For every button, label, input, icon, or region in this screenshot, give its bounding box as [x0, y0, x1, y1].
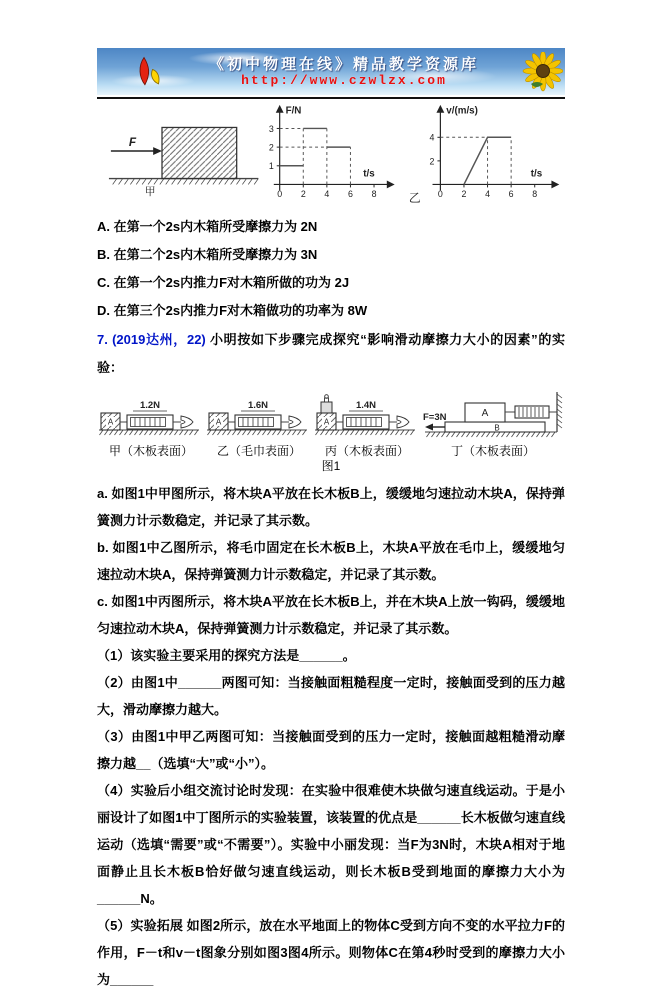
option-a: A. 在第一个2s内木箱所受摩擦力为 2N [97, 219, 318, 234]
svg-text:A: A [215, 417, 222, 427]
block-a [209, 413, 228, 430]
caption-yi: 乙（毛巾表面） [216, 444, 301, 458]
svg-text:t/s: t/s [363, 168, 375, 180]
setup-yi-towel-surface [205, 386, 313, 444]
svg-text:A: A [107, 417, 114, 427]
hatched-block [162, 127, 237, 178]
block-a [101, 413, 120, 430]
setup-bing-with-weight [313, 386, 421, 444]
svg-text:B: B [494, 423, 500, 433]
caption-ding: 丁（木板表面） [450, 444, 535, 458]
choice-options [97, 213, 565, 325]
svg-text:4: 4 [429, 132, 435, 143]
svg-text:4: 4 [484, 189, 490, 200]
dashed-guides [280, 128, 351, 184]
svg-text:t/s: t/s [530, 168, 543, 180]
axes [429, 105, 559, 199]
site-banner [97, 48, 565, 95]
ground [109, 179, 258, 185]
force-arrow [423, 412, 447, 431]
force-time-graph [262, 101, 400, 207]
question-2: （2）由图1中______两图可知：当接触面粗糙程度一定时，接触面受到的压力越大，滑动摩擦力越大。 [97, 675, 565, 717]
hand-icon [181, 416, 193, 428]
force-arrow [111, 136, 162, 155]
svg-text:A: A [323, 417, 330, 427]
question-1: （1）该实验主要采用的探究方法是______。 [97, 648, 356, 663]
svg-text:2: 2 [461, 189, 467, 200]
step-c: c. 如图1中丙图所示，将木块A平放在长木板B上，并在木块A上放一钩码，缓缓地匀速拉动木块A，保持弹簧测力计示数稳定，并记录了其示数。 [97, 594, 565, 636]
svg-text:F=3N: F=3N [423, 412, 447, 423]
option-c: C. 在第一个2s内推力F对木箱所做的功为 2J [97, 275, 350, 290]
svg-text:甲: 甲 [144, 186, 156, 199]
question-3: （3）由图1中甲乙两图可知：当接触面受到的压力一定时，接触面越粗糙滑动摩擦力越__（选填“大”或“小”）。 [97, 729, 565, 771]
scale-reading [133, 400, 167, 411]
ground [425, 432, 557, 437]
wall [557, 392, 562, 432]
block-a [465, 403, 505, 422]
svg-text:F: F [128, 136, 137, 150]
setup-jia-wood-surface [97, 386, 205, 444]
ground [99, 430, 199, 435]
ground [315, 430, 415, 435]
site-logo-icon [133, 53, 167, 91]
svg-text:乙: 乙 [408, 192, 421, 206]
banner-url: http://www.czwlzx.com [241, 72, 447, 88]
svg-text:2: 2 [301, 189, 306, 200]
question7-line [97, 326, 565, 382]
ground [207, 430, 307, 435]
spring-scale [235, 415, 289, 429]
question7-stem: 小明按如下步骤完成探究“影响滑动摩擦力大小的因素”的实验： [97, 332, 565, 375]
svg-text:1: 1 [269, 161, 275, 172]
figure1-setup-captions [97, 444, 565, 459]
hook-weight [321, 395, 332, 413]
block-a [317, 413, 336, 430]
question-5: （5）实验拓展 如图2所示，放在水平地面上的物体C受到方向不变的水平拉力F的作用，F－t和v－t图象分别如图3图4所示。则物体C在第4秒时受到的摩擦力大小为______ [97, 918, 565, 987]
scale-reading [241, 400, 275, 411]
block-on-ground-diagram [105, 101, 262, 205]
question7-citation: 7. (2019达州，22) [97, 332, 206, 347]
svg-text:1.6N: 1.6N [247, 400, 269, 411]
svg-text:A: A [481, 408, 489, 419]
velocity-time-graph [405, 101, 565, 207]
spring-scale [505, 406, 557, 418]
scale-reading [349, 400, 383, 411]
hand-icon [397, 416, 409, 428]
svg-text:v/(m/s): v/(m/s) [446, 105, 478, 117]
svg-text:2: 2 [429, 156, 435, 167]
sunflower-icon [521, 52, 563, 92]
question-4: （4）实验后小组交流讨论时发现：在实验中很难使木块做匀速直线运动。于是小丽设计了如图1中丁图所示的实验装置，该装置的优点是______长木板做匀速直线运动（选填“需要”或“不需要”）。实验中小丽发现：当F为3N时，木块A相对于地面静止且长木板B恰好做匀速直线运动，则长木板B受到地面的摩擦力大小为______N。 [97, 783, 565, 906]
svg-text:8: 8 [371, 189, 377, 200]
option-d: D. 在第三个2s内推力F对木箱做功的功率为 8W [97, 303, 368, 318]
svg-text:3: 3 [269, 123, 275, 134]
svg-text:4: 4 [324, 189, 330, 200]
svg-text:8: 8 [532, 189, 537, 200]
svg-text:6: 6 [348, 189, 354, 200]
svg-text:1.2N: 1.2N [139, 400, 161, 411]
caption-bing: 丙（木板表面） [324, 444, 409, 458]
svg-text:2: 2 [269, 142, 275, 153]
step-b: b. 如图1中乙图所示，将毛巾固定在长木板B上，木块A平放在毛巾上，缓缓地匀速拉动木块A，保持弹簧测力计示数稳定，并记录了其示数。 [97, 540, 565, 582]
banner-text [167, 57, 521, 88]
svg-text:6: 6 [508, 189, 514, 200]
svg-text:0: 0 [277, 189, 283, 200]
figure1 [97, 386, 565, 474]
spring-scale [343, 415, 397, 429]
axes [269, 105, 395, 199]
step-a: a. 如图1中甲图所示，将木块A平放在长木板B上，缓缓地匀速拉动木块A，保持弹簧测力计示数稳定，并记录了其示数。 [97, 486, 565, 528]
figure1-setups [97, 386, 565, 444]
board-b [445, 422, 545, 433]
svg-text:0: 0 [437, 189, 443, 200]
banner-title: 《初中物理在线》精品教学资源库 [208, 56, 479, 74]
setup-ding-stacked-boards [421, 386, 565, 444]
top-physics-figures [97, 101, 565, 209]
svg-text:1.4N: 1.4N [355, 400, 377, 411]
hand-icon [289, 416, 301, 428]
divider [97, 97, 565, 99]
caption-jia: 甲（木板表面） [108, 444, 193, 458]
spring-scale [127, 415, 181, 429]
option-b: B. 在第二个2s内木箱所受摩擦力为 3N [97, 247, 318, 262]
svg-text:F/N: F/N [285, 105, 302, 117]
figure1-caption: 图1 [321, 459, 341, 473]
